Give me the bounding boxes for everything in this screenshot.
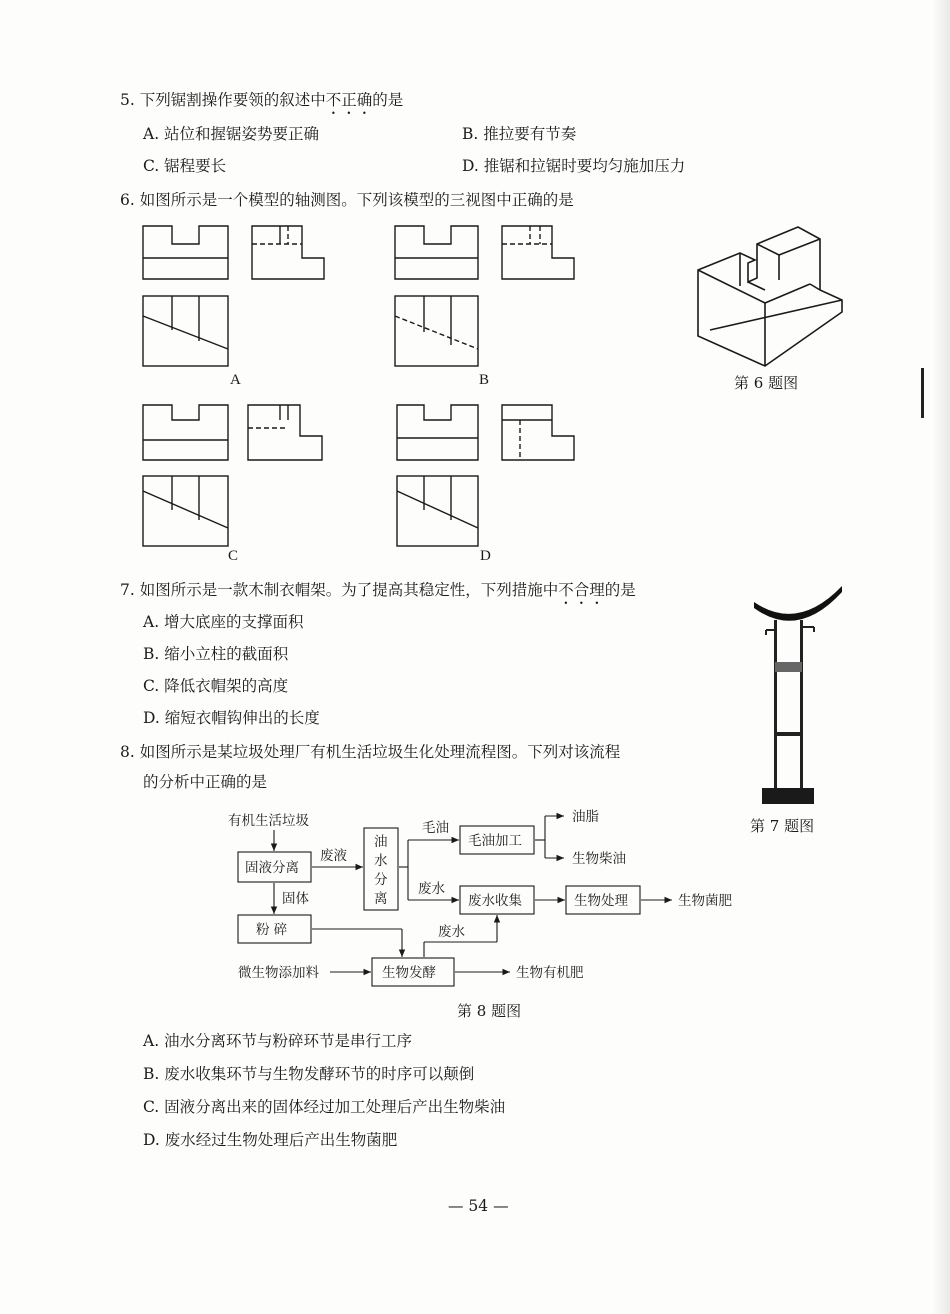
q8-stem-line1: 8. 如图所示是某垃圾处理厂有机生活垃圾生化处理流程图。下列对该流程 [120,743,621,761]
flow-bio-treat: 生物处理 [574,893,628,909]
flow-waste-liquid: 废液 [320,848,347,864]
q7-option-c: C. 降低衣帽架的高度 [143,677,289,695]
flow-ww-collect: 废水收集 [468,893,522,909]
flow-crude-oil: 毛油 [422,820,449,836]
svg-text:水: 水 [374,853,388,869]
flow-solid-liquid: 固液分离 [245,860,299,876]
q6-label-d: D [480,548,491,564]
flow-crude-oil-proc: 毛油加工 [468,833,522,849]
q5-option-a: A. 站位和握锯姿势要正确 [143,125,320,143]
flow-bio-fert: 生物菌肥 [678,893,732,909]
q5-stem: 5. 下列锯割操作要领的叙述中不正确的是 [120,91,404,109]
svg-text:油: 油 [374,834,388,850]
q8-option-d: D. 废水经过生物处理后产出生物菌肥 [143,1131,398,1149]
flow-organic-fert: 生物有机肥 [516,965,584,981]
q7-stem: 7. 如图所示是一款木制衣帽架。为了提高其稳定性，下列措施中不合理的是 [120,581,636,599]
flow-crush: 粉 碎 [256,922,288,938]
q7-option-a: A. 增大底座的支撑面积 [143,613,304,631]
q6-label-a: A [230,372,241,388]
flow-waste-water2: 废水 [438,924,465,940]
q6-label-c: C [228,548,239,564]
q8-figure-caption: 第 8 题图 [457,1002,522,1020]
q6-figure-caption: 第 6 题图 [734,374,799,392]
q8-option-b: B. 废水收集环节与生物发酵环节的时序可以颠倒 [143,1065,475,1083]
q5-emphasis: 不正确 [325,91,373,109]
q7-figure-caption: 第 7 题图 [750,817,815,835]
flow-solid: 固体 [282,891,309,907]
q6-views-figure [0,200,950,600]
flow-biodiesel: 生物柴油 [572,851,626,867]
page-number: — 54 — [448,1197,509,1215]
q6-stem: 6. 如图所示是一个模型的轴测图。下列该模型的三视图中正确的是 [120,191,574,209]
q6-axonometric-model [698,227,842,366]
q8-flowchart [220,805,780,990]
q7-option-d: D. 缩短衣帽钩伸出的长度 [143,709,320,727]
q6-label-b: B [479,372,490,388]
q7-coat-rack-figure [748,580,848,810]
q6-option-c-views [143,405,322,546]
q5-option-d: D. 推锯和拉锯时要均匀施加压力 [462,157,686,175]
flow-ferment: 生物发酵 [382,965,436,981]
flow-microbe: 微生物添加料 [238,965,319,981]
svg-text:离: 离 [374,891,388,907]
flow-waste-water: 废水 [418,881,445,897]
flow-oil-water-vertical [374,833,388,907]
q8-option-c: C. 固液分离出来的固体经过加工处理后产出生物柴油 [143,1098,506,1116]
q6-option-b-views [395,226,574,366]
flow-grease: 油脂 [572,809,599,825]
q8-stem-line2: 的分析中正确的是 [143,773,268,791]
q7-option-b: B. 缩小立柱的截面积 [143,645,289,663]
q5-option-b: B. 推拉要有节奏 [462,125,577,143]
q8-option-a: A. 油水分离环节与粉碎环节是串行工序 [143,1032,413,1050]
q6-option-a-views [143,226,324,366]
flow-input: 有机生活垃圾 [228,813,309,829]
q5-option-c: C. 锯程要长 [143,157,227,175]
q7-emphasis: 不合理 [558,581,605,599]
q6-option-d-views [397,405,574,546]
svg-text:分: 分 [374,872,388,888]
page-edge-shadow [932,0,950,1314]
scan-mark [921,368,924,418]
